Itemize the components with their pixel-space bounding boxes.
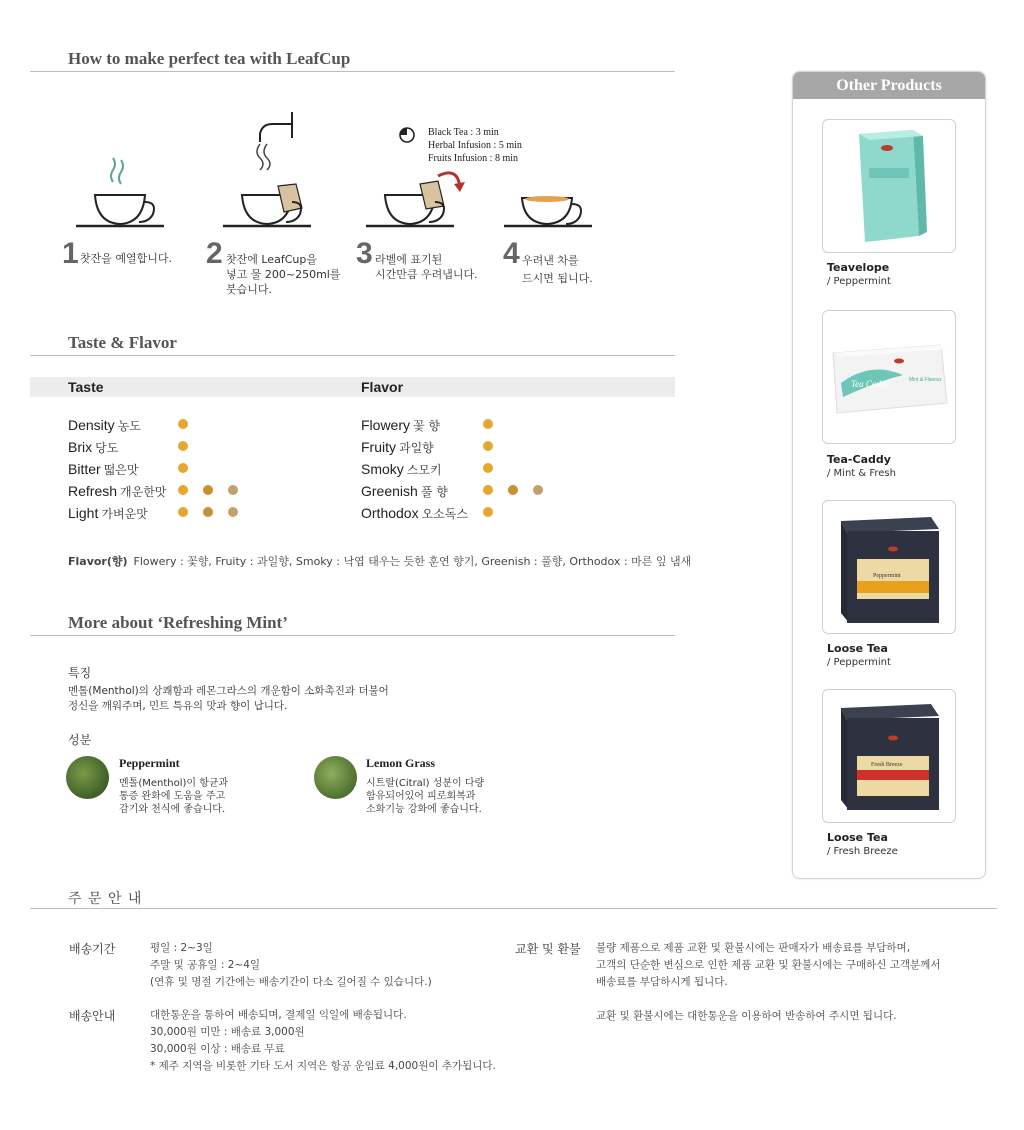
other-products-header — [793, 72, 985, 99]
taste-flavor-title: Taste & Flavor — [68, 333, 177, 352]
tin-label-text: Fresh Breeze — [871, 762, 903, 768]
tea-caddy-label-text: Mint & Flavour — [909, 377, 942, 383]
step-number: 4 — [503, 237, 520, 270]
order-info-title: 주 문 안 내 — [68, 891, 143, 907]
step-number: 3 — [356, 237, 373, 270]
flavor-note-text: Flowery : 꽃향, Fruity : 과일향, Smoky : 낙엽 태우는 듯한 훈연 향기, Greenish : 풀향, Orthodox : 마른 잎 냄새 — [133, 555, 692, 568]
flavor-rating-dot — [483, 441, 493, 451]
product-variant: / Peppermint — [827, 657, 891, 668]
section-divider — [30, 908, 997, 909]
steep-time-list — [428, 126, 522, 165]
product-name[interactable]: Teavelope — [827, 261, 890, 274]
flavor-row-greenish: Greenish 풀 향 — [361, 483, 448, 499]
step-text: 붓습니다. — [226, 283, 273, 296]
step-text: 넣고 물 200~250ml를 — [226, 268, 341, 281]
step-number: 1 — [62, 237, 79, 270]
delivery-info-label: 배송안내 — [69, 1009, 116, 1023]
taste-row-refresh: Refresh 개운한맛 — [68, 483, 167, 499]
product-variant: / Mint & Fresh — [827, 468, 896, 479]
teavelope-box-image — [823, 120, 955, 252]
taste-flavor-header-bar — [30, 377, 675, 397]
flavor-rating-dot — [533, 485, 543, 495]
step-text: 우려낸 차를 — [522, 254, 579, 267]
feature-label: 특징 — [68, 666, 92, 680]
taste-rating-dot — [178, 507, 188, 517]
taste-rating-dot — [178, 485, 188, 495]
flavor-row-flowery: Flowery 꽃 향 — [361, 417, 441, 433]
taste-rating-dot — [228, 507, 238, 517]
tea-steps-illustration — [60, 108, 620, 233]
product-variant: / Fresh Breeze — [827, 846, 898, 857]
steaming-cup-icon — [76, 158, 164, 226]
step-number: 2 — [206, 237, 223, 270]
peppermint-leaf-image — [66, 756, 109, 799]
flavor-row-fruity: Fruity 과일향 — [361, 439, 434, 455]
section-divider — [30, 71, 675, 72]
step-text: 찻잔에 LeafCup을 — [226, 253, 317, 266]
pouring-water-icon — [223, 112, 311, 226]
steep-time-black: Black Tea : 3 min — [428, 127, 499, 138]
tea-caddy-logo-text: Tea Caddy — [851, 379, 890, 389]
flavor-rating-dots — [483, 419, 563, 529]
product-card-loose-tea-peppermint[interactable] — [822, 500, 956, 634]
exchange-refund-label: 교환 및 환불 — [515, 942, 581, 956]
step-text: 시간만큼 우려냅니다. — [375, 268, 478, 281]
taste-row-bitter: Bitter 떫은맛 — [68, 461, 139, 477]
steep-time-herbal: Herbal Infusion : 5 min — [428, 140, 522, 151]
taste-row-density: Density 농도 — [68, 417, 141, 433]
product-name[interactable]: Loose Tea — [827, 642, 888, 655]
taste-header: Taste — [68, 379, 104, 395]
other-products-title: Other Products — [836, 77, 942, 94]
product-variant: / Peppermint — [827, 276, 891, 287]
howto-title: How to make perfect tea with LeafCup — [68, 49, 351, 68]
flavor-row-smoky: Smoky 스모키 — [361, 461, 442, 477]
product-card-loose-tea-fresh-breeze[interactable] — [822, 689, 956, 823]
product-card-teavelope[interactable] — [822, 119, 956, 253]
section-divider — [30, 355, 675, 356]
ingredient-name: Lemon Grass — [366, 756, 435, 770]
flavor-rating-dot — [483, 419, 493, 429]
delivery-info-text: 대한통운을 통하여 배송되며, 결제일 익일에 배송됩니다. 30,000원 미만 : 배송료 3,000원 30,000원 이상 : 배송료 무료 * 제주 지역을 비롯한 기타 도서 지역은 항공 운임료 4,000원이 추가됩니다. — [150, 1009, 496, 1072]
taste-row-brix: Brix 당도 — [68, 439, 119, 455]
exchange-refund-text: 불량 제품으로 제품 교환 및 환불시에는 판매자가 배송료를 부담하며, 고객의 단순한 변심으로 인한 제품 교환 및 환불시에는 구매하신 고객분께서 배송료를 부담하시게 됩니다. 교환 및 환불시에는 대한통운을 이용하여 반송하여 주시면 됩니다. — [596, 942, 941, 1022]
step-text: 찻잔을 예열합니다. — [80, 252, 173, 265]
taste-rating-dot — [203, 507, 213, 517]
lemongrass-leaf-image — [314, 756, 357, 799]
taste-rating-dot — [228, 485, 238, 495]
product-name[interactable]: Tea-Caddy — [827, 453, 891, 466]
feature-description: 멘톨(Menthol)의 상쾌함과 레몬그라스의 개운함이 소화촉진과 더불어 정신을 깨워주며, 민트 특유의 맛과 향이 납니다. — [68, 685, 389, 712]
taste-row-light: Light 가벼운맛 — [68, 505, 148, 521]
flavor-rating-dot — [508, 485, 518, 495]
flavor-header: Flavor — [361, 379, 404, 395]
fresh-breeze-tin-image — [823, 690, 955, 822]
delivery-period-label: 배송기간 — [69, 942, 116, 956]
filled-tea-cup-icon — [504, 196, 592, 226]
taste-rating-dot — [178, 463, 188, 473]
taste-rating-dot — [178, 441, 188, 451]
section-divider — [30, 635, 675, 636]
taste-rating-dots — [178, 419, 258, 529]
steep-time-fruits: Fruits Infusion : 8 min — [428, 153, 519, 164]
ingredient-description: 멘톨(Menthol)이 항균과 통증 완화에 도움을 주고 감기와 천식에 좋습니다. — [119, 778, 229, 815]
taste-rating-dot — [203, 485, 213, 495]
more-about-title: More about ‘Refreshing Mint’ — [68, 613, 288, 632]
tin-label-text: Peppermint — [873, 573, 901, 579]
peppermint-tin-image — [823, 501, 955, 633]
flavor-note-label: Flavor(향) — [68, 555, 128, 568]
flavor-row-orthodox: Orthodox 오소독스 — [361, 505, 468, 521]
product-card-tea-caddy[interactable] — [822, 310, 956, 444]
flavor-legend-note — [68, 553, 691, 569]
delivery-period-text: 평일 : 2~3일 주말 및 공휴일 : 2~4일 (연휴 및 명절 기간에는 배송기간이 다소 길어질 수 있습니다.) — [150, 942, 432, 988]
ingredient-name: Peppermint — [119, 756, 180, 770]
step-text: 드시면 됩니다. — [522, 272, 593, 285]
ingredient-label: 성분 — [68, 733, 92, 747]
flavor-rating-dot — [483, 485, 493, 495]
flavor-rating-dot — [483, 463, 493, 473]
taste-rating-dot — [178, 419, 188, 429]
ingredient-description: 시트랄(Citral) 성분이 다량 함유되어있어 피로회복과 소화기능 강화에 좋습니다. — [366, 778, 485, 815]
product-name[interactable]: Loose Tea — [827, 831, 888, 844]
step-text: 라벨에 표기된 — [375, 253, 443, 266]
flavor-rating-dot — [483, 507, 493, 517]
tea-caddy-box-image — [823, 311, 955, 443]
